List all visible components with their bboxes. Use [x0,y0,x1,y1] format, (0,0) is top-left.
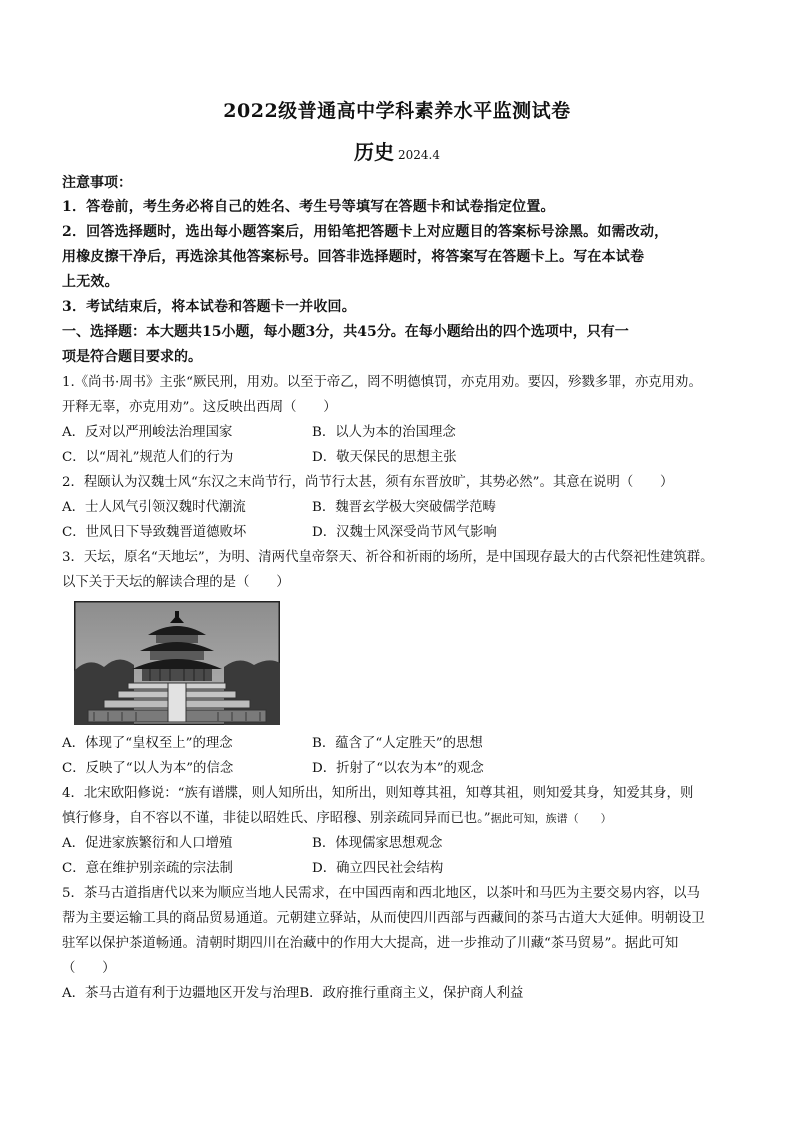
q1-stem-line-2: 开释无辜，亦克用劝”。这反映出西周（ ） [62,400,337,415]
notice-item-2-line-1: 2．回答选择题时，选出每小题答案后，用铅笔把答题卡上对应题目的答案标号涂黑。如需改动， [62,224,669,240]
q3-stem-line-2: 以下关于天坛的解读合理的是（ ） [62,575,290,590]
notice-item-3: 3．考试结束后，将本试卷和答题卡一并收回。 [62,299,356,315]
q4-options-row-2 [62,856,734,881]
q2-stem-line-1: 2．程颐认为汉魏士风“东汉之末尚节行，尚节行太甚，须有东晋放旷，其势必然”。其意在说明（ ） [62,475,674,490]
notice-item-2-line-2: 用橡皮擦干净后，再选涂其他答案标号。回答非选择题时，将答案写在答题卡上。写在本试卷 [62,249,645,265]
q1-option-b: B．以人为本的治国理念 [312,425,456,440]
q4-option-c: C．意在维护别亲疏的宗法制 [62,861,233,876]
q2-options-row-1 [62,495,734,520]
q5-stem-line-1: 5．茶马古道指唐代以来为顺应当地人民需求，在中国西南和西北地区，以茶叶和马匹为主要交易内容，以马 [62,886,700,901]
q3-options-row-1 [62,731,734,756]
q5-option-a: A．茶马古道有利于边疆地区开发与治理 [62,986,300,1001]
q4-options-row-1 [62,831,734,856]
q2-option-d: D．汉魏士风深受尚节风气影响 [312,525,497,540]
q4-option-b: B．体现儒家思想观念 [312,836,443,851]
q3-option-a: A．体现了“皇权至上”的理念 [62,736,233,751]
q1-options-row-2 [62,445,734,470]
q5-stem-line-3: 驻军以保护茶道畅通。清朝时期四川在治藏中的作用大大提高，进一步推动了川藏“茶马贸易”。据此可知 [62,936,679,951]
q1-option-c: C．以“周礼”规范人们的行为 [62,450,234,465]
temple-of-heaven-photo [74,601,280,725]
notice-item-2-line-3: 上无效。 [62,274,119,290]
q1-stem-line-1: 1.《尚书·周书》主张“厥民刑，用劝。以至于帝乙，罔不明德慎罚，亦克用劝。要囚，殄戮多罪，亦克用劝。 [62,375,702,390]
q5-option-b: B．政府推行重商主义，保护商人利益 [299,986,524,1001]
q5-stem-line-4: （ ） [62,961,116,976]
exam-title: 2022级普通高中学科素养水平监测试卷 [223,100,571,122]
section-heading-line-1: 一、选择题：本大题共15小题，每小题3分，共45分。在每小题给出的四个选项中，只有一 [62,324,629,340]
q3-option-c: C．反映了“以人为本”的信念 [62,761,234,776]
exam-date: 2024.4 [398,148,440,162]
q2-option-a: A．士人风气引领汉魏时代潮流 [62,500,246,515]
q4-stem-line-2 [62,806,734,831]
q4-option-a: A．促进家族繁衍和人口增殖 [62,836,233,851]
q4-stem-main: 慎行修身，自不容以不谨，非徒以昭姓氏、序昭穆、别亲疏同异而已也。” [62,811,491,826]
q2-options-row-2 [62,520,734,545]
q3-option-d: D．折射了“以农为本”的观念 [312,761,484,776]
notice-heading: 注意事项： [62,175,132,191]
exam-subtitle [0,136,794,165]
q5-options-row-1 [62,981,734,1006]
q4-option-d: D．确立四民社会结构 [312,861,444,876]
q1-option-a: A．反对以严刑峻法治理国家 [62,425,233,440]
q1-options-row-1 [62,420,734,445]
q5-stem-line-2: 帮为主要运输工具的商品贸易通道。元朝建立驿站，从而使四川西部与西藏间的茶马古道大大延伸。明朝设卫 [62,911,705,926]
temple-of-heaven-illustration [74,601,280,725]
subject-name: 历史 [354,140,394,164]
q3-options-row-2 [62,756,734,781]
exam-content [62,172,734,1006]
notice-item-1: 1．答卷前，考生务必将自己的姓名、考生号等填写在答题卡和试卷指定位置。 [62,199,555,215]
q2-option-b: B．魏晋玄学极大突破儒学范畴 [312,500,496,515]
q3-option-b: B．蕴含了“人定胜天”的思想 [312,736,483,751]
q3-stem-line-1: 3．天坛，原名“天地坛”，为明、清两代皇帝祭天、祈谷和祈雨的场所，是中国现存最大的古代祭祀性建筑群。 [62,550,714,565]
q2-option-c: C．世风日下导致魏晋道德败坏 [62,525,247,540]
section-heading-line-2: 项是符合题目要求的。 [62,349,202,365]
q4-stem-tail: 据此可知，族谱（ ） [490,812,612,825]
q4-stem-line-1: 4．北宋欧阳修说：“族有谱牒，则人知所出，知所出，则知尊其祖，知尊其祖，则知爱其身，知爱其身，则 [62,786,694,801]
q1-option-d: D．敬天保民的思想主张 [312,450,457,465]
